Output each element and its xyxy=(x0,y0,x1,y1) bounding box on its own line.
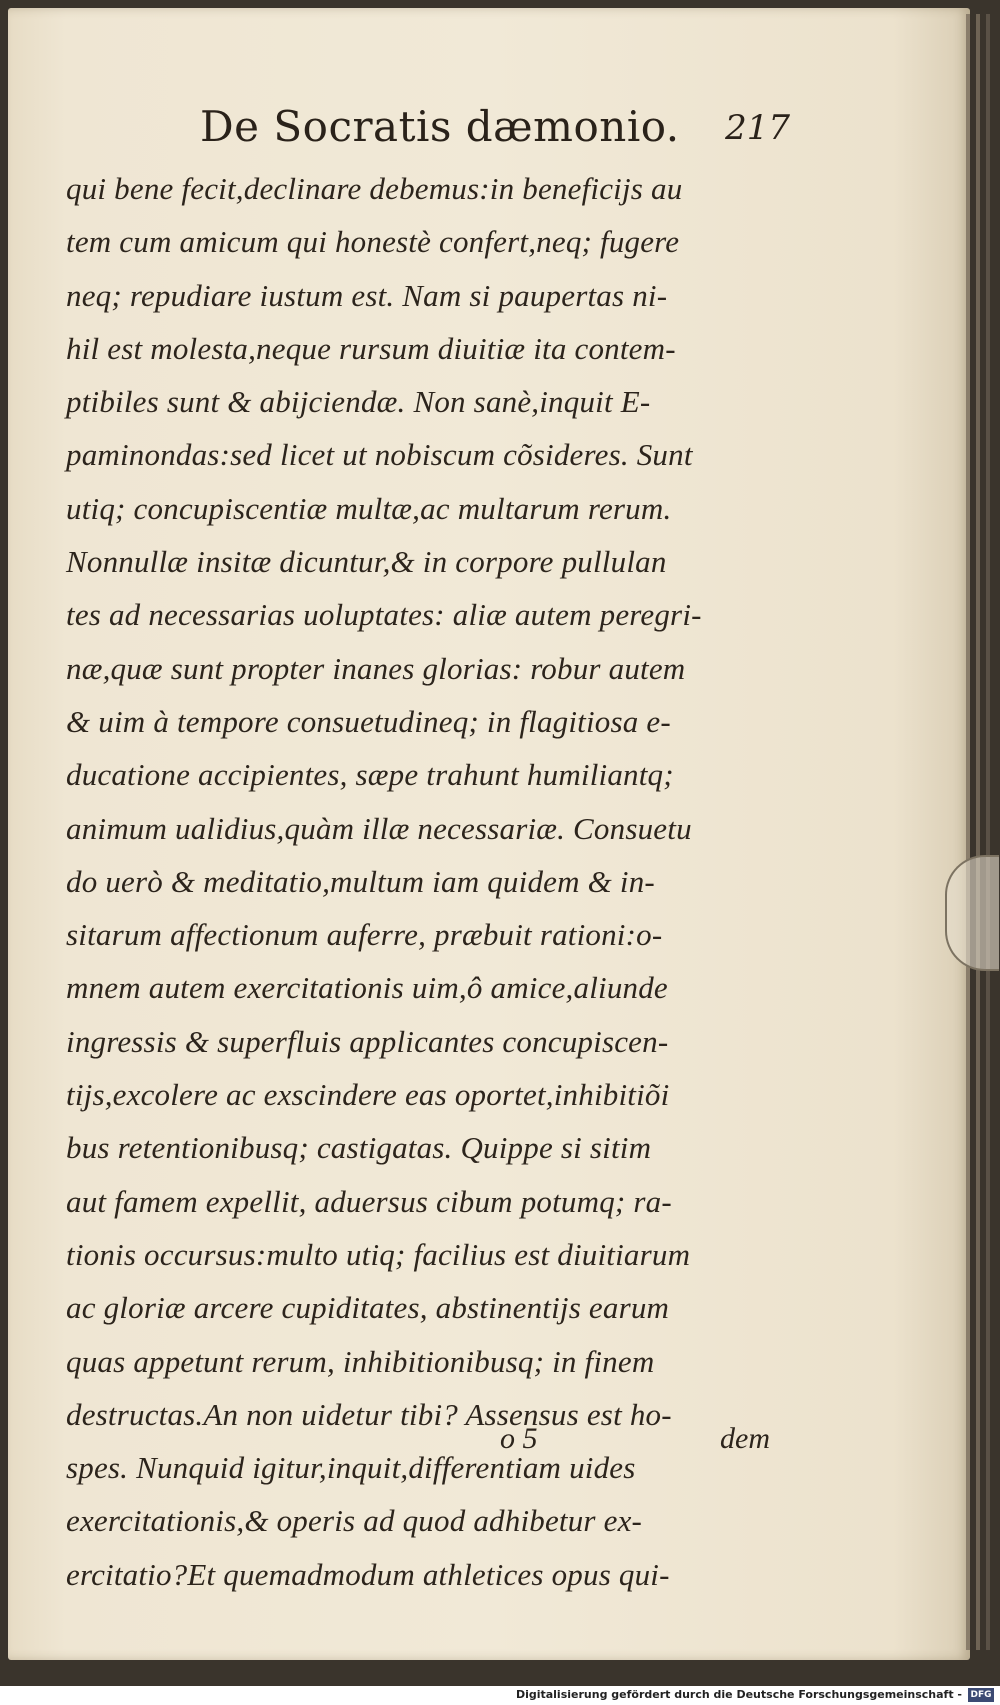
text-line: aut famem expellit, aduersus cibum potumq; ra- xyxy=(66,1183,672,1219)
dfg-logo: DFG xyxy=(968,1688,994,1702)
text-line: neq; repudiare iustum est. Nam si paupertas ni- xyxy=(66,277,668,313)
text-line: quas appetunt rerum, inhibitionibusq; in finem xyxy=(66,1343,655,1379)
text-line: næ,quæ sunt propter inanes glorias: robur autem xyxy=(66,650,686,686)
text-line: utiq; concupiscentiæ multæ,ac multarum rerum. xyxy=(66,490,672,526)
body-text xyxy=(66,162,806,1601)
text-line: animum ualidius,quàm illæ necessariæ. Consuetu xyxy=(66,810,692,846)
text-line: tes ad necessarias uoluptates: aliæ autem peregri- xyxy=(66,597,702,633)
text-line: tem cum amicum qui honestè confert,neq; fugere xyxy=(66,224,680,260)
page-number: 217 xyxy=(725,108,790,148)
text-line: ac gloriæ arcere cupiditates, abstinentijs earum xyxy=(66,1290,670,1326)
text-line: ducatione accipientes, sæpe trahunt humiliantq; xyxy=(66,757,674,793)
text-line: mnem autem exercitationis uim,ô amice,aliunde xyxy=(66,970,668,1006)
text-line: & uim à tempore consuetudineq; in flagitiosa e- xyxy=(66,703,671,739)
text-line: hil est molesta,neque rursum diuitiæ ita contem- xyxy=(66,330,676,366)
text-line: Nonnullæ insitæ dicuntur,& in corpore pullulan xyxy=(66,544,667,580)
signature-mark: o 5 xyxy=(500,1422,538,1455)
text-line: ptibiles sunt & abijciendæ. Non sanè,inquit E- xyxy=(66,384,651,420)
text-line: do uerò & meditatio,multum iam quidem & in- xyxy=(66,863,655,899)
text-line: qui bene fecit,declinare debemus:in beneficijs au xyxy=(66,171,683,206)
running-title: De Socratis dæmonio. xyxy=(200,102,680,151)
text-line: paminondas:sed licet ut nobiscum cõsideres. Sunt xyxy=(66,437,693,473)
page-edge xyxy=(976,14,980,1650)
page-edge xyxy=(986,14,990,1650)
text-line: ingressis & superfluis applicantes concupiscen- xyxy=(66,1023,669,1059)
text-line: exercitationis,& operis ad quod adhibetur ex- xyxy=(66,1503,643,1539)
signature-line xyxy=(500,1422,770,1462)
running-head xyxy=(200,102,790,162)
page-edge xyxy=(966,14,970,1650)
text-line: sitarum affectionum auferre, præbuit rationi:o- xyxy=(66,917,663,953)
text-line: tionis occursus:multo utiq; facilius est diuitiarum xyxy=(66,1236,691,1272)
digitization-credit: Digitalisierung gefördert durch die Deutsche Forschungsgemeinschaft - xyxy=(515,1688,962,1701)
catchword: dem xyxy=(720,1422,770,1455)
text-line: ercitatio?Et quemadmodum athletices opus qui- xyxy=(66,1556,670,1592)
text-line: spes. Nunquid igitur,inquit,differentiam uides xyxy=(66,1450,636,1486)
text-line: destructas.An non uidetur tibi? Assensus est ho- xyxy=(66,1396,672,1432)
text-line: bus retentionibusq; castigatas. Quippe si sitim xyxy=(66,1130,652,1166)
text-line: tijs,excolere ac exscindere eas oportet,inhibitiõi xyxy=(66,1077,670,1113)
thumb-index-tab xyxy=(945,855,999,971)
